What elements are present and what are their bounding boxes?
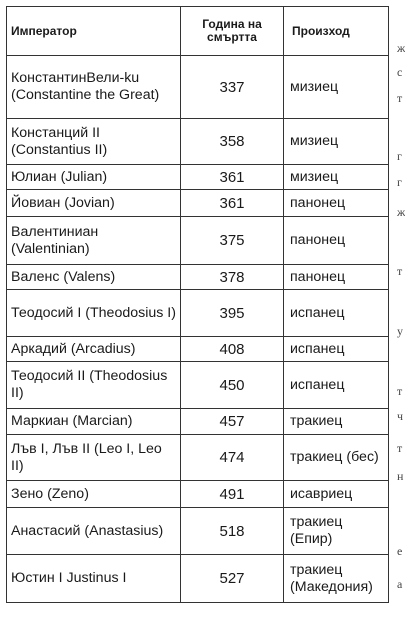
death-year-cell: 378	[181, 265, 284, 290]
table-row	[7, 190, 389, 217]
origin-cell: тракиец (Македония)	[284, 555, 389, 603]
page-edge-fragment: у	[397, 324, 403, 338]
origin-cell: панонец	[284, 217, 389, 265]
death-year-cell: 337	[181, 56, 284, 119]
death-year-cell: 518	[181, 508, 284, 555]
emperor-cell: Аркадий (Arcadius)	[7, 337, 181, 362]
death-year-cell: 457	[181, 409, 284, 435]
emperor-cell: КонстантинВели-ku (Constantine the Great)	[7, 56, 181, 119]
page-edge-fragment: г	[397, 175, 402, 189]
page-edge-fragment: т	[397, 441, 403, 455]
death-year-cell: 361	[181, 190, 284, 217]
origin-cell: тракиец (бес)	[284, 435, 389, 481]
table-row	[7, 265, 389, 290]
emperor-cell: Теодосий II (Theodosius II)	[7, 362, 181, 409]
header-death-year: Година на смъртта	[181, 7, 284, 56]
death-year-cell: 395	[181, 290, 284, 337]
emperor-cell: Зено (Zeno)	[7, 481, 181, 508]
death-year-cell: 375	[181, 217, 284, 265]
table-row	[7, 409, 389, 435]
table-row	[7, 508, 389, 555]
origin-cell: мизиец	[284, 119, 389, 165]
table-row	[7, 165, 389, 190]
table-row	[7, 362, 389, 409]
header-emperor: Император	[7, 7, 181, 56]
emperor-cell: Маркиан (Marcian)	[7, 409, 181, 435]
death-year-cell: 450	[181, 362, 284, 409]
death-year-cell: 408	[181, 337, 284, 362]
header-row	[7, 7, 389, 56]
death-year-cell: 527	[181, 555, 284, 603]
emperor-cell: Констанций II (Constantius II)	[7, 119, 181, 165]
emperor-cell: Йовиан (Jovian)	[7, 190, 181, 217]
page-edge-fragment: ч	[397, 409, 404, 423]
emperor-cell: Юстин I Justinus I	[7, 555, 181, 603]
death-year-cell: 474	[181, 435, 284, 481]
page-edge-fragment: ж	[397, 41, 405, 55]
origin-cell: испанец	[284, 290, 389, 337]
origin-cell: панонец	[284, 190, 389, 217]
page-edge-fragment: н	[397, 469, 404, 483]
origin-cell: испанец	[284, 337, 389, 362]
table-row	[7, 119, 389, 165]
table-row	[7, 481, 389, 508]
origin-cell: панонец	[284, 265, 389, 290]
emperors-table	[6, 6, 389, 603]
emperor-cell: Валенс (Valens)	[7, 265, 181, 290]
origin-cell: тракиец	[284, 409, 389, 435]
page-edge-fragment: т	[397, 384, 403, 398]
page-edge-fragment: г	[397, 149, 402, 163]
page-edge-fragment: т	[397, 91, 403, 105]
page-edge-fragment: ж	[397, 205, 405, 219]
table-row	[7, 337, 389, 362]
table-row	[7, 555, 389, 603]
emperor-cell: Анастасий (Anastasius)	[7, 508, 181, 555]
header-origin: Произход	[284, 7, 389, 56]
origin-cell: тракиец (Епир)	[284, 508, 389, 555]
page-edge-fragment: е	[397, 544, 403, 558]
table-row	[7, 290, 389, 337]
origin-cell: мизиец	[284, 56, 389, 119]
emperor-cell: Теодосий I (Theodosius I)	[7, 290, 181, 337]
death-year-cell: 361	[181, 165, 284, 190]
emperor-cell: Юлиан (Julian)	[7, 165, 181, 190]
emperor-cell: Лъв I, Лъв II (Leo I, Leo II)	[7, 435, 181, 481]
table-row	[7, 56, 389, 119]
page-edge-fragment: а	[397, 577, 403, 591]
page-edge-fragment: т	[397, 264, 403, 278]
table-row	[7, 217, 389, 265]
origin-cell: мизиец	[284, 165, 389, 190]
origin-cell: исавриец	[284, 481, 389, 508]
emperor-cell: Валентиниан (Valentinian)	[7, 217, 181, 265]
death-year-cell: 491	[181, 481, 284, 508]
origin-cell: испанец	[284, 362, 389, 409]
page-edge-fragment: с	[397, 65, 403, 79]
death-year-cell: 358	[181, 119, 284, 165]
table-row	[7, 435, 389, 481]
